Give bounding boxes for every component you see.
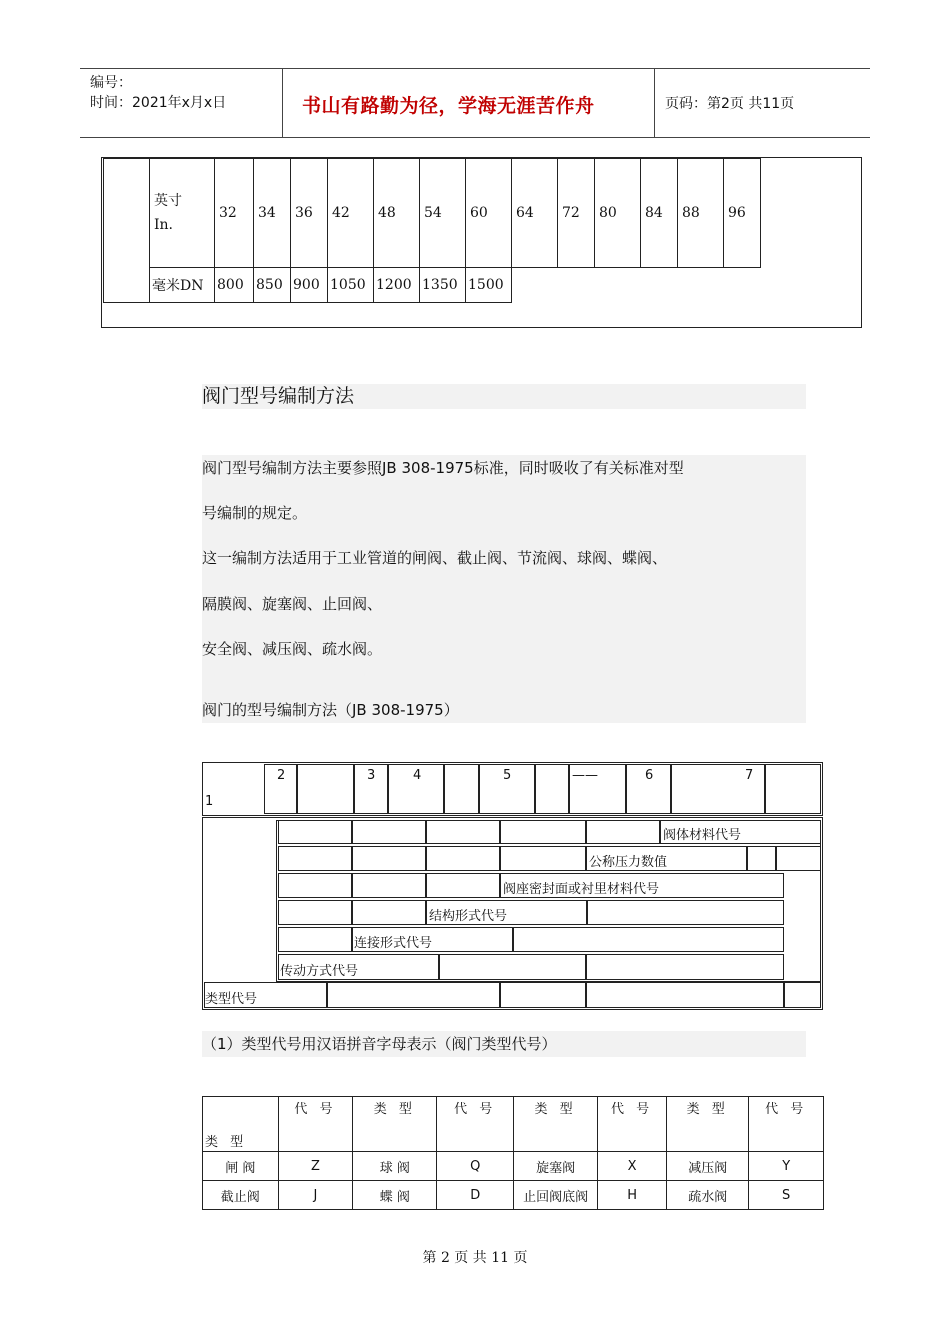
code-cell	[327, 982, 500, 1008]
mm-value: 900	[291, 268, 328, 303]
code-cell	[586, 954, 784, 980]
drive-label: 传动方式代号	[280, 964, 359, 979]
inch-value: 36	[291, 159, 328, 268]
code-cell	[747, 846, 776, 871]
code-cell	[586, 982, 784, 1008]
section-body	[202, 455, 806, 723]
inch-value: 34	[254, 159, 291, 268]
table-cell: Z	[278, 1152, 353, 1181]
inch-value: 96	[724, 159, 761, 268]
inch-value: 64	[512, 159, 558, 268]
table-cell: 截止阀	[203, 1181, 279, 1210]
table-cell: 蝶 阀	[353, 1181, 437, 1210]
code-cell	[426, 846, 500, 871]
code-cell	[352, 820, 426, 844]
code-cell	[278, 820, 352, 844]
header-cell: 代 号	[278, 1097, 353, 1152]
code-cell	[352, 900, 426, 925]
mm-row	[104, 268, 761, 303]
position-cell	[297, 764, 354, 814]
table-cell: Y	[749, 1152, 824, 1181]
position-label: 2	[277, 768, 286, 783]
position-label: 7	[745, 768, 754, 783]
header-cell: 代 号	[437, 1097, 514, 1152]
connection-label: 连接形式代号	[354, 936, 433, 951]
position-label: ——	[572, 768, 598, 783]
inch-value: 48	[374, 159, 420, 268]
code-cell	[776, 846, 821, 871]
paragraph: 隔膜阀、旋塞阀、止回阀、	[202, 595, 383, 613]
type-section-title: （1）类型代号用汉语拼音字母表示（阀门类型代号）	[202, 1031, 806, 1057]
mm-value: 1350	[420, 268, 466, 303]
inch-value: 54	[420, 159, 466, 268]
header-page-info: 页码：第2页 共11页	[665, 96, 795, 112]
inch-row	[104, 159, 761, 268]
inch-value: 42	[328, 159, 374, 268]
inch-value: 80	[595, 159, 641, 268]
code-cell	[278, 846, 352, 871]
inch-value: 88	[678, 159, 724, 268]
date-label: 时间：2021年x月x日	[90, 95, 227, 111]
body-material-label: 阀体材料代号	[663, 828, 742, 843]
inch-value: 60	[466, 159, 512, 268]
table-cell: 减压阀	[667, 1152, 749, 1181]
paragraph: 这一编制方法适用于工业管道的闸阀、截止阀、节流阀、球阀、蝶阀、	[202, 549, 668, 567]
valve-code-diagram	[202, 762, 824, 1010]
mm-value: 1500	[466, 268, 512, 303]
code-cell	[587, 900, 784, 925]
inch-label	[150, 159, 215, 268]
nominal-pressure-label: 公称压力数值	[589, 855, 668, 870]
inch-value: 32	[215, 159, 254, 268]
table-cell: 球 阀	[353, 1152, 437, 1181]
table-cell: 闸 阀	[203, 1152, 279, 1181]
structure-label: 结构形式代号	[429, 909, 508, 924]
empty-cell	[512, 268, 761, 303]
mm-value: 1200	[374, 268, 420, 303]
inch-label-en: In.	[154, 217, 173, 233]
code-cell	[513, 927, 784, 952]
table-cell: D	[437, 1181, 514, 1210]
header-cell: 类 型	[203, 1097, 279, 1152]
table-cell: S	[749, 1181, 824, 1210]
code-cell	[352, 846, 426, 871]
table-cell: Q	[437, 1152, 514, 1181]
table-row	[203, 1152, 824, 1181]
mm-value: 850	[254, 268, 291, 303]
inch-label-cn: 英寸	[154, 193, 182, 209]
paragraph: 号编制的规定。	[202, 504, 308, 522]
code-cell	[426, 820, 500, 844]
header-divider	[654, 69, 655, 137]
type-code-table	[202, 1096, 824, 1210]
position-label: 3	[367, 768, 376, 783]
paragraph: 阀门的型号编制方法（JB 308-1975）	[202, 701, 459, 719]
inch-value: 84	[641, 159, 678, 268]
paragraph: 安全阀、减压阀、疏水阀。	[202, 640, 383, 658]
code-cell	[439, 954, 586, 980]
header-cell: 代 号	[749, 1097, 824, 1152]
type-code-label: 类型代号	[205, 992, 258, 1007]
code-cell	[426, 873, 500, 898]
header-motto: 书山有路勤为径，学海无涯苦作舟	[302, 95, 595, 117]
code-cell	[784, 982, 821, 1008]
code-cell	[278, 927, 352, 952]
size-table	[103, 158, 761, 303]
table-cell: H	[598, 1181, 667, 1210]
header-meta	[90, 73, 226, 113]
empty-cell	[104, 159, 150, 303]
page-footer: 第 2 页 共 11 页	[422, 1250, 528, 1266]
position-cell	[444, 764, 479, 814]
position-cell	[535, 764, 569, 814]
code-cell	[278, 900, 352, 925]
seat-material-label: 阀座密封面或衬里材料代号	[503, 882, 660, 897]
table-header-row	[203, 1097, 824, 1152]
mm-label: 毫米DN	[150, 268, 215, 303]
position-label: 4	[413, 768, 422, 783]
mm-value: 1050	[328, 268, 374, 303]
section-title: 阀门型号编制方法	[202, 384, 806, 409]
table-cell: X	[598, 1152, 667, 1181]
serial-label: 编号：	[90, 75, 132, 91]
position-cell	[765, 764, 821, 814]
paragraph: 阀门型号编制方法主要参照JB 308-1975标准，同时吸收了有关标准对型	[202, 459, 684, 477]
header-divider	[282, 69, 283, 137]
table-cell: 疏水阀	[667, 1181, 749, 1210]
code-cell	[500, 982, 586, 1008]
code-cell	[278, 873, 352, 898]
position-label: 6	[645, 768, 654, 783]
page-header	[80, 68, 870, 138]
header-cell: 类 型	[667, 1097, 749, 1152]
code-cell	[586, 820, 660, 844]
code-cell	[500, 846, 586, 871]
position-label: 1	[205, 794, 214, 809]
header-cell: 代 号	[598, 1097, 667, 1152]
table-cell: 旋塞阀	[513, 1152, 597, 1181]
table-cell: 止回阀底阀	[513, 1181, 597, 1210]
inch-value: 72	[558, 159, 595, 268]
header-cell: 类 型	[513, 1097, 597, 1152]
code-cell	[352, 873, 426, 898]
mm-value: 800	[215, 268, 254, 303]
header-cell: 类 型	[353, 1097, 437, 1152]
table-cell: J	[278, 1181, 353, 1210]
code-cell	[500, 820, 586, 844]
table-row	[203, 1181, 824, 1210]
position-label: 5	[503, 768, 512, 783]
